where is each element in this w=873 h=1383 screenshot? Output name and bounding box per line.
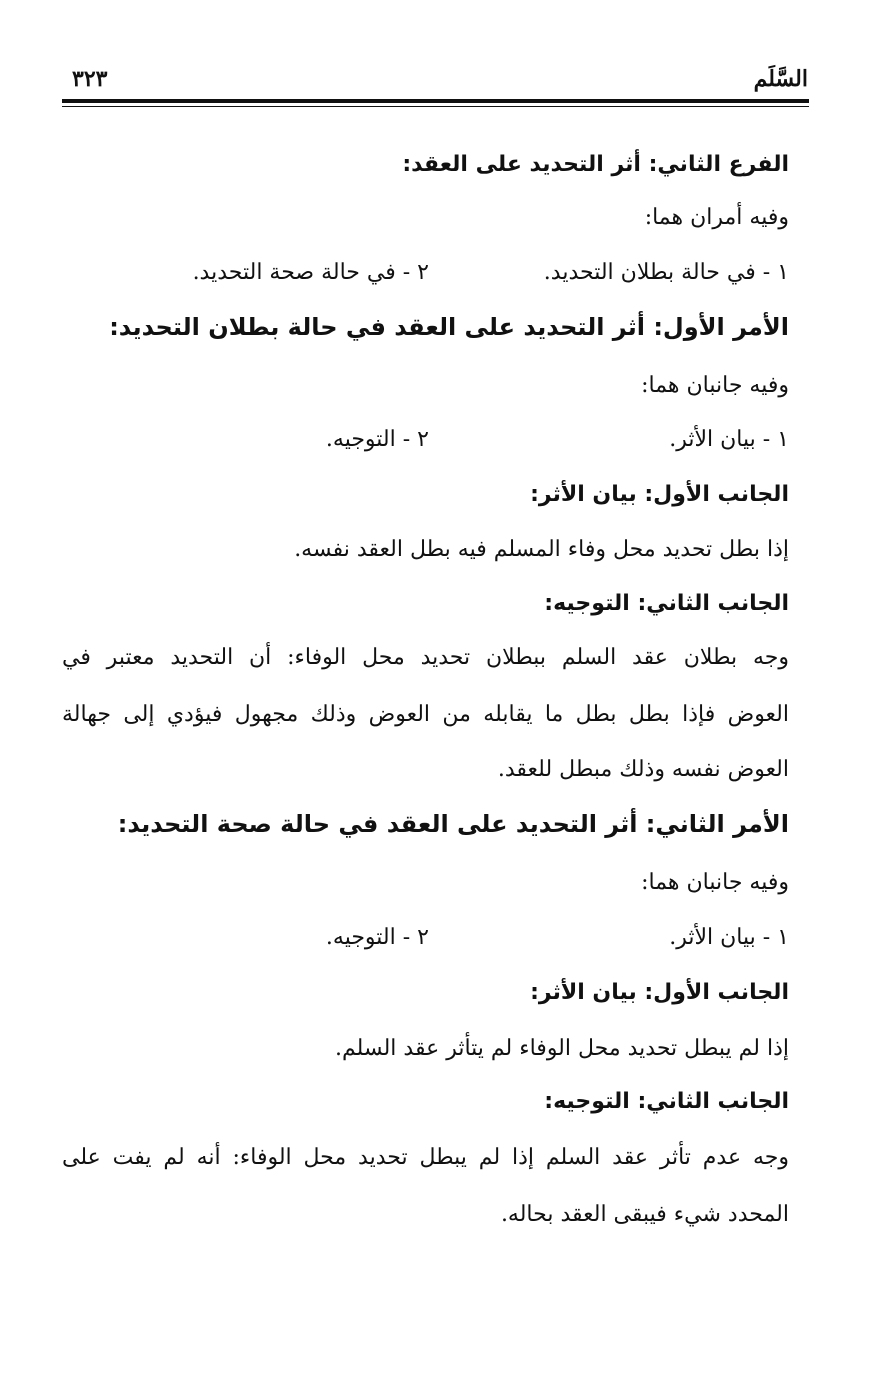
matter2-side2-line-1: وجه عدم تأثر عقد السلم إذا لم يبطل تحديد محل الوفاء: أنه لم يفت على [62,1145,789,1170]
matter1-side2-line-2: العوض فإذا بطل بطل ما يقابله من العوض وذلك مجهول فيؤدي إلى جهالة [62,702,789,727]
header-rule-thin [62,106,809,107]
matter2-side2-heading: الجانب الثاني: التوجيه: [544,1089,789,1114]
matter1-item-2: ٢ - التوجيه. [325,427,429,452]
section-item-1: ١ - في حالة بطلان التحديد. [543,260,789,285]
matter2-item-1: ١ - بيان الأثر. [669,925,789,950]
section-heading: الفرع الثاني: أثر التحديد على العقد: [402,152,789,177]
section-item-2: ٢ - في حالة صحة التحديد. [192,260,429,285]
running-title: السَّلَم [753,66,808,92]
matter2-heading: الأمر الثاني: أثر التحديد على العقد في حالة صحة التحديد: [117,810,789,838]
header-rule-thick [62,99,809,103]
page-number: ٣٢٣ [72,66,108,92]
matter2-side1-heading: الجانب الأول: بيان الأثر: [530,980,789,1005]
matter1-side2-line-1: وجه بطلان عقد السلم ببطلان تحديد محل الوفاء: أن التحديد معتبر في [62,645,789,670]
matter1-intro: وفيه جانبان هما: [641,373,789,398]
matter2-side1-text: إذا لم يبطل تحديد محل الوفاء لم يتأثر عقد السلم. [335,1036,789,1061]
matter1-side1-heading: الجانب الأول: بيان الأثر: [530,482,789,507]
matter1-heading: الأمر الأول: أثر التحديد على العقد في حالة بطلان التحديد: [109,313,789,341]
matter2-intro: وفيه جانبان هما: [641,870,789,895]
page-header [64,64,808,98]
matter2-side2-line-2: المحدد شيء فيبقى العقد بحاله. [500,1202,789,1227]
matter1-side2-heading: الجانب الثاني: التوجيه: [544,591,789,616]
matter1-side2-line-3: العوض نفسه وذلك مبطل للعقد. [497,757,789,782]
matter1-side1-text: إذا بطل تحديد محل وفاء المسلم فيه بطل العقد نفسه. [294,537,789,562]
section-intro: وفيه أمران هما: [644,205,789,230]
matter2-item-2: ٢ - التوجيه. [325,925,429,950]
matter1-item-1: ١ - بيان الأثر. [669,427,789,452]
